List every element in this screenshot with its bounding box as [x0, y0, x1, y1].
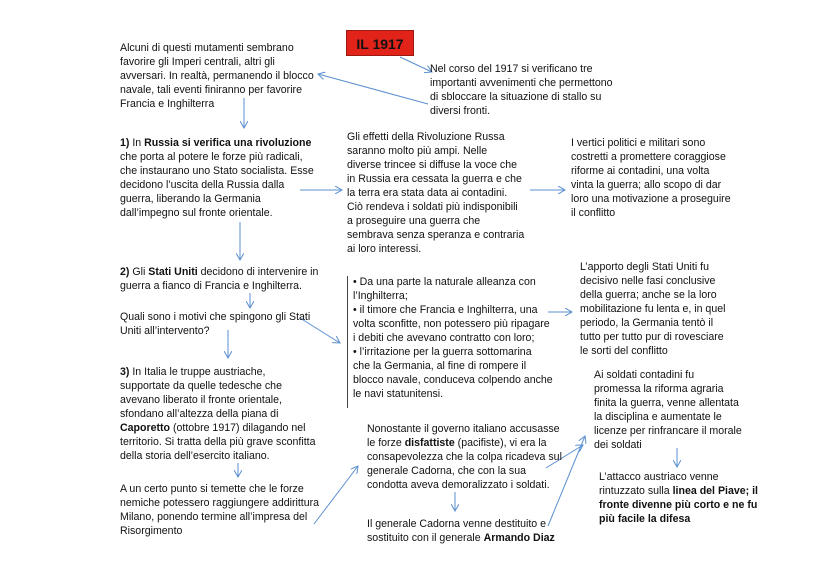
disfattisti-line: generale Cadorna, che con la sua — [367, 465, 527, 477]
usa-number: 2) — [120, 266, 130, 278]
intro-line: Nel corso del 1917 si verificano tre — [430, 63, 593, 75]
effetti-block — [347, 130, 524, 256]
russia-line: che porta al potere le forze più radicali, — [120, 151, 303, 163]
contadini-block — [594, 368, 742, 452]
disfattisti-heading: disfattiste — [404, 437, 455, 449]
russia-heading: Russia si verifica una rivoluzione — [144, 137, 312, 149]
motivi-line: Quali sono i motivi che spingono gli Stati — [120, 311, 311, 323]
cadorna-pre: sostituito con il generale — [367, 532, 484, 544]
milano-line: Milano, ponendo termine all’impresa del — [120, 511, 308, 523]
intro-line: importanti avvenimenti che permettono — [430, 77, 613, 89]
ragioni-line: le navi statunitensi. — [353, 388, 444, 400]
contadini-line: dei soldati — [594, 439, 642, 451]
ragioni-line: che la Germania, al fine di rompere il — [353, 360, 527, 372]
milano-line: nemiche potessero raggiungere addirittura — [120, 497, 320, 509]
usa-line: guerra a fianco di Francia e Inghilterra. — [120, 280, 302, 292]
caporetto-line: sfondano all’altezza della piana di — [120, 408, 279, 420]
caporetto-line: avevano liberato il fronte orientale, — [120, 394, 282, 406]
intro-note — [430, 62, 613, 118]
caporetto-line: territorio. Si tratta della più grave sconfitta — [120, 436, 316, 448]
ragioni-line: volta sconfitte, non potessero più ripagare — [353, 318, 550, 330]
intro-line: di sbloccare la situazione di stallo su — [430, 91, 602, 103]
effetti-line: in Russia era cessata la guerra e che — [347, 173, 522, 185]
contadini-line: promessa la riforma agraria — [594, 383, 724, 395]
caporetto-line: supportate da quelle tedesche che — [120, 380, 282, 392]
milano-line: Risorgimento — [120, 525, 183, 537]
apporto-line: L’apporto degli Stati Uniti fu — [580, 261, 709, 273]
arrow-title-to-intro — [400, 57, 432, 72]
milano-block — [120, 482, 319, 538]
vertici-line: riforme ai contadini, una volta — [571, 165, 710, 177]
imperi-note — [120, 41, 314, 111]
piave-line1: L’attacco austriaco venne — [599, 471, 719, 483]
russia-line: guerra, liberando la Germania — [120, 193, 261, 205]
effetti-line: Gli effetti della Rivoluzione Russa — [347, 131, 505, 143]
cadorna-block — [367, 517, 555, 545]
ragioni-bar — [347, 276, 348, 408]
imperi-line: Francia e Inghilterra — [120, 98, 215, 110]
piave-bold3: più facile la difesa — [599, 513, 691, 525]
intro-line: diversi fronti. — [430, 105, 491, 117]
russia-block — [120, 136, 314, 220]
vertici-line: loro una motivazione a proseguire — [571, 193, 731, 205]
caporetto-line1: In Italia le truppe austriache, — [129, 366, 266, 378]
caporetto-heading: Caporetto — [120, 422, 171, 434]
effetti-line: Ciò rendeva i soldati più indisponibili — [347, 201, 518, 213]
effetti-line: la terra era stata data ai contadini. — [347, 187, 508, 199]
effetti-line: diverse trincee si diffuse la voce che — [347, 159, 517, 171]
apporto-line: tutto per tutto pur di rovesciare — [580, 331, 724, 343]
disfattisti-line: condotta aveva demoralizzato i soldati. — [367, 479, 550, 491]
russia-line: che instaurano uno Stato socialista. Esse — [120, 165, 314, 177]
usa-heading: Stati Uniti — [148, 266, 198, 278]
arrow-milano-to-disfattisti — [314, 466, 358, 524]
vertici-line: costretti a promettere coraggiose — [571, 151, 726, 163]
motivi-line: Uniti all’intervento? — [120, 325, 210, 337]
ragioni-line: blocco navale, conduceva colpendo anche — [353, 374, 553, 386]
vertici-line: I vertici politici e militari sono — [571, 137, 706, 149]
apporto-line: mobilitazione fu lenta e, in quel — [580, 303, 726, 315]
piave-pre: rintuzzato sulla — [599, 485, 673, 497]
effetti-line: ai loro interessi. — [347, 243, 422, 255]
vertici-line: il conflitto — [571, 207, 616, 219]
disfattisti-line1: Nonostante il governo italiano accusasse — [367, 423, 560, 435]
caporetto-number: 3) — [120, 366, 130, 378]
piave-bold1: linea del Piave; il — [672, 485, 758, 497]
russia-line: dall’impegno sul fronte orientale. — [120, 207, 273, 219]
disfattisti-line: consapevolezza che la colpa ricadeva sul — [367, 451, 562, 463]
ragioni-line: • l’irritazione per la guerra sottomarina — [353, 346, 532, 358]
motivi-question — [120, 310, 310, 338]
effetti-line: a proseguire una guerra che — [347, 215, 481, 227]
russia-in: In — [129, 137, 145, 149]
contadini-line: licenze per rinfrancare il morale — [594, 425, 742, 437]
imperi-line: avversari. In realtà, permanendo il blocco — [120, 70, 314, 82]
ragioni-line: • Da una parte la naturale alleanza con — [353, 276, 536, 288]
ragioni-list — [353, 275, 553, 401]
cadorna-heading: Armando Diaz — [483, 532, 555, 544]
usa-block — [120, 265, 318, 293]
ragioni-line: l’Inghilterra; — [353, 290, 408, 302]
milano-line: A un certo punto si temette che le forze — [120, 483, 304, 495]
cadorna-line1: Il generale Cadorna venne destituito e — [367, 518, 547, 530]
usa-rest: decidono di intervenire in — [197, 266, 319, 278]
vertici-block — [571, 136, 731, 220]
imperi-line: navale, tali eventi finiranno per favorire — [120, 84, 302, 96]
apporto-line: le sorti del conflitto — [580, 345, 668, 357]
usa-gli: Gli — [129, 266, 149, 278]
disfattisti-block — [367, 422, 562, 492]
apporto-line: periodo, la Germania tentò il — [580, 317, 714, 329]
russia-line: decidono l’uscita della Russia dalla — [120, 179, 285, 191]
russia-number: 1) — [120, 137, 130, 149]
ragioni-line: • il timore che Francia e Inghilterra, una — [353, 304, 538, 316]
contadini-line: la disciplina e aumentate le — [594, 411, 722, 423]
piave-bold2: fronte divenne più corto e ne fu — [599, 499, 758, 511]
apporto-block — [580, 260, 725, 358]
apporto-line: decisivo nelle fasi conclusive — [580, 275, 716, 287]
contadini-line: Ai soldati contadini fu — [594, 369, 695, 381]
caporetto-after: (ottobre 1917) dilagando nel — [170, 422, 306, 434]
vertici-line: vinta la guerra; allo scopo di dar — [571, 179, 722, 191]
ragioni-line: i debiti che avevano contratto con loro; — [353, 332, 535, 344]
imperi-line: Alcuni di questi mutamenti sembrano — [120, 42, 294, 54]
arrow-intro-to-imperi — [318, 74, 428, 104]
disfattisti-post: (pacifiste), vi era la — [454, 437, 547, 449]
apporto-line: della guerra; anche se la loro — [580, 289, 717, 301]
effetti-line: sembrava senza speranza e contraria — [347, 229, 525, 241]
page-title: IL 1917 — [346, 30, 414, 56]
effetti-line: saranno molto più ampi. Nelle — [347, 145, 488, 157]
imperi-line: favorire gli Imperi centrali, altri gli — [120, 56, 275, 68]
contadini-line: finita la guerra, venne allentata — [594, 397, 739, 409]
disfattisti-pre: le forze — [367, 437, 405, 449]
caporetto-block — [120, 365, 316, 463]
caporetto-line: della storia dell’esercito italiano. — [120, 450, 270, 462]
piave-block — [599, 470, 758, 526]
